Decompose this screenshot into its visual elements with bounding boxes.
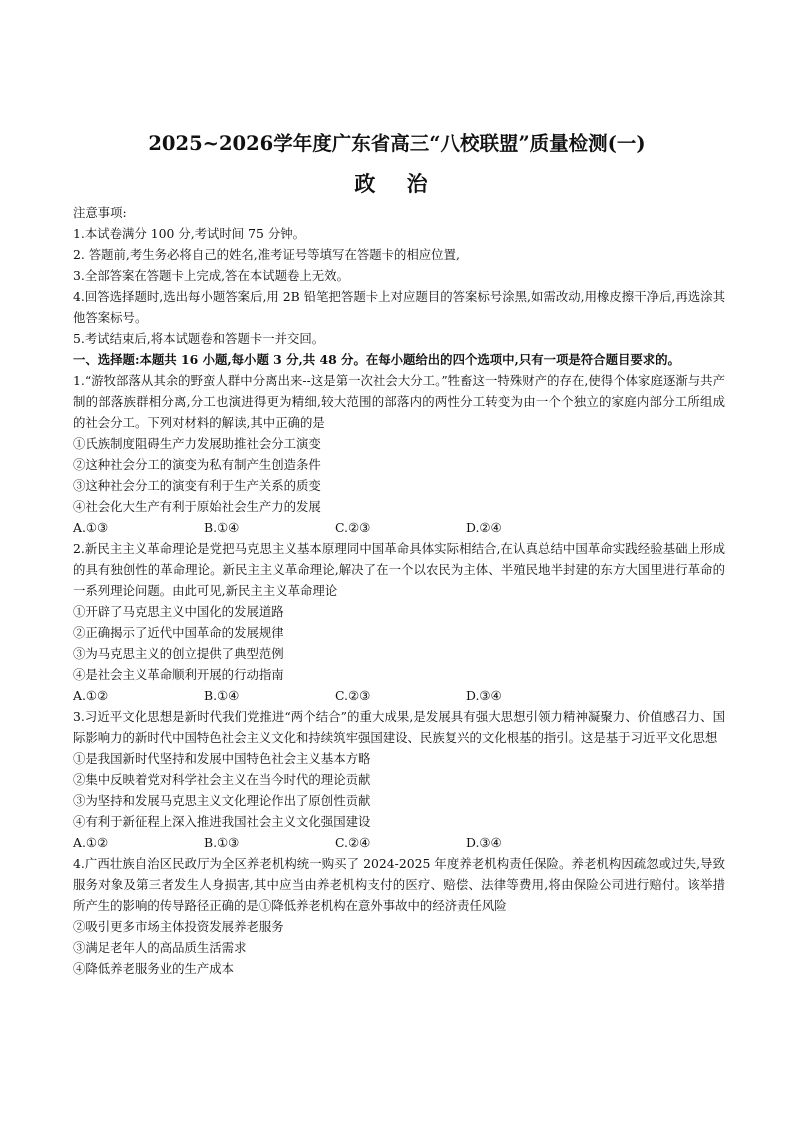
question-2-statement: ③为马克思主义的创立提供了典型范例 (73, 646, 284, 661)
notice-item: 2. 答题前,考生务必将自己的姓名,准考证号等填写在答题卡的相应位置, (73, 247, 460, 262)
question-2-statement: ④是社会主义革命顺利开展的行动指南 (73, 667, 284, 682)
option-d: D.③④ (466, 835, 502, 850)
question-2-stem: 2.新民主主义革命理论是党把马克思主义基本原理同中国革命具体实际相结合,在认真总结中国革命实践经验基础上形成的具有独创性的革命理论。新民主主义革命理论,解决了在一个以农民为主体、半殖民地半封建的东方大国里进行革命的一系列理论问题。由此可见,新民主主义革命理论 (73, 541, 725, 598)
option-b: B.①④ (204, 520, 240, 535)
option-c: C.②④ (335, 835, 371, 850)
question-2-options (73, 685, 725, 706)
option-b: B.①③ (204, 835, 240, 850)
question-1-stem: 1.“游牧部落从其余的野蛮人群中分离出来--这是第一次社会大分工。”牲畜这一特殊财产的存在,使得个体家庭逐渐与共产制的部落族群相分离,分工也演进得更为精细,较大范围的部落内的两性分工转变为由一个个独立的家庭内部分工所组成的社会分工。下列对材料的解读,其中正确的是 (73, 373, 725, 430)
option-a: A.①② (73, 835, 109, 850)
question-1-statement: ①氏族制度阻碍生产力发展助推社会分工演变 (73, 436, 321, 451)
question-3-statement: ①是我国新时代坚持和发展中国特色社会主义基本方略 (73, 751, 371, 766)
option-b: B.①④ (204, 688, 240, 703)
question-1-options (73, 517, 725, 538)
question-2-statement: ②正确揭示了近代中国革命的发展规律 (73, 625, 284, 640)
subject-title: 政 治 (354, 171, 440, 196)
section-heading: 一、选择题:本题共 16 小题,每小题 3 分,共 48 分。在每小题给出的四个选项中,只有一项是符合题目要求的。 (73, 352, 680, 367)
notice-item: 4.回答选择题时,选出每小题答案后,用 2B 铅笔把答题卡上对应题目的答案标号涂黑,如需改动,用橡皮擦干净后,再选涂其他答案标号。 (73, 289, 725, 325)
question-3-stem: 3.习近平文化思想是新时代我们党推进“两个结合”的重大成果,是发展具有强大思想引领力精神凝聚力、价值感召力、国际影响力的新时代中国特色社会主义文化和持续筑牢强国建设、民族复兴的文化根基的指引。这是基于习近平文化思想 (73, 709, 725, 745)
notice-heading: 注意事项: (73, 205, 127, 220)
question-3-options (73, 832, 725, 853)
option-c: C.②③ (335, 688, 371, 703)
option-a: A.①③ (73, 520, 109, 535)
question-3-statement: ③为坚持和发展马克思主义文化理论作出了原创性贡献 (73, 793, 371, 808)
question-2-statement: ①开辟了马克思主义中国化的发展道路 (73, 604, 284, 619)
question-4-stem: 4.广西壮族自治区民政厅为全区养老机构统一购买了 2024-2025 年度养老机构责任保险。养老机构因疏忽或过失,导致服务对象及第三者发生人身损害,其中应当由养老机构支付的医疗、赔偿、法律等费用,将由保险公司进行赔付。该举措所产生的影响的传导路径正确的是①降低养老机构在意外事故中的经济责任风险 (73, 856, 725, 913)
question-3-statement: ②集中反映着党对科学社会主义在当今时代的理论贡献 (73, 772, 371, 787)
option-a: A.①② (73, 688, 109, 703)
notice-item: 5.考试结束后,将本试题卷和答题卡一并交回。 (73, 331, 325, 346)
question-1-statement: ③这种社会分工的演变有利于生产关系的质变 (73, 478, 321, 493)
exam-title: 2025~2026学年度广东省高三“八校联盟”质量检测(一) (148, 132, 646, 155)
exam-content (73, 202, 725, 979)
question-1-statement: ④社会化大生产有利于原始社会生产力的发展 (73, 499, 321, 514)
question-1-statement: ②这种社会分工的演变为私有制产生创造条件 (73, 457, 321, 472)
option-d: D.②④ (466, 520, 502, 535)
notice-item: 1.本试卷满分 100 分,考试时间 75 分钟。 (73, 226, 306, 241)
question-4-statement: ③满足老年人的高品质生活需求 (73, 940, 247, 955)
option-d: D.③④ (466, 688, 502, 703)
notice-item: 3.全部答案在答题卡上完成,答在本试题卷上无效。 (73, 268, 349, 283)
option-c: C.②③ (335, 520, 371, 535)
question-4-statement: ④降低养老服务业的生产成本 (73, 961, 235, 976)
question-4-statement: ②吸引更多市场主体投资发展养老服务 (73, 919, 284, 934)
question-3-statement: ④有利于新征程上深入推进我国社会主义文化强国建设 (73, 814, 371, 829)
